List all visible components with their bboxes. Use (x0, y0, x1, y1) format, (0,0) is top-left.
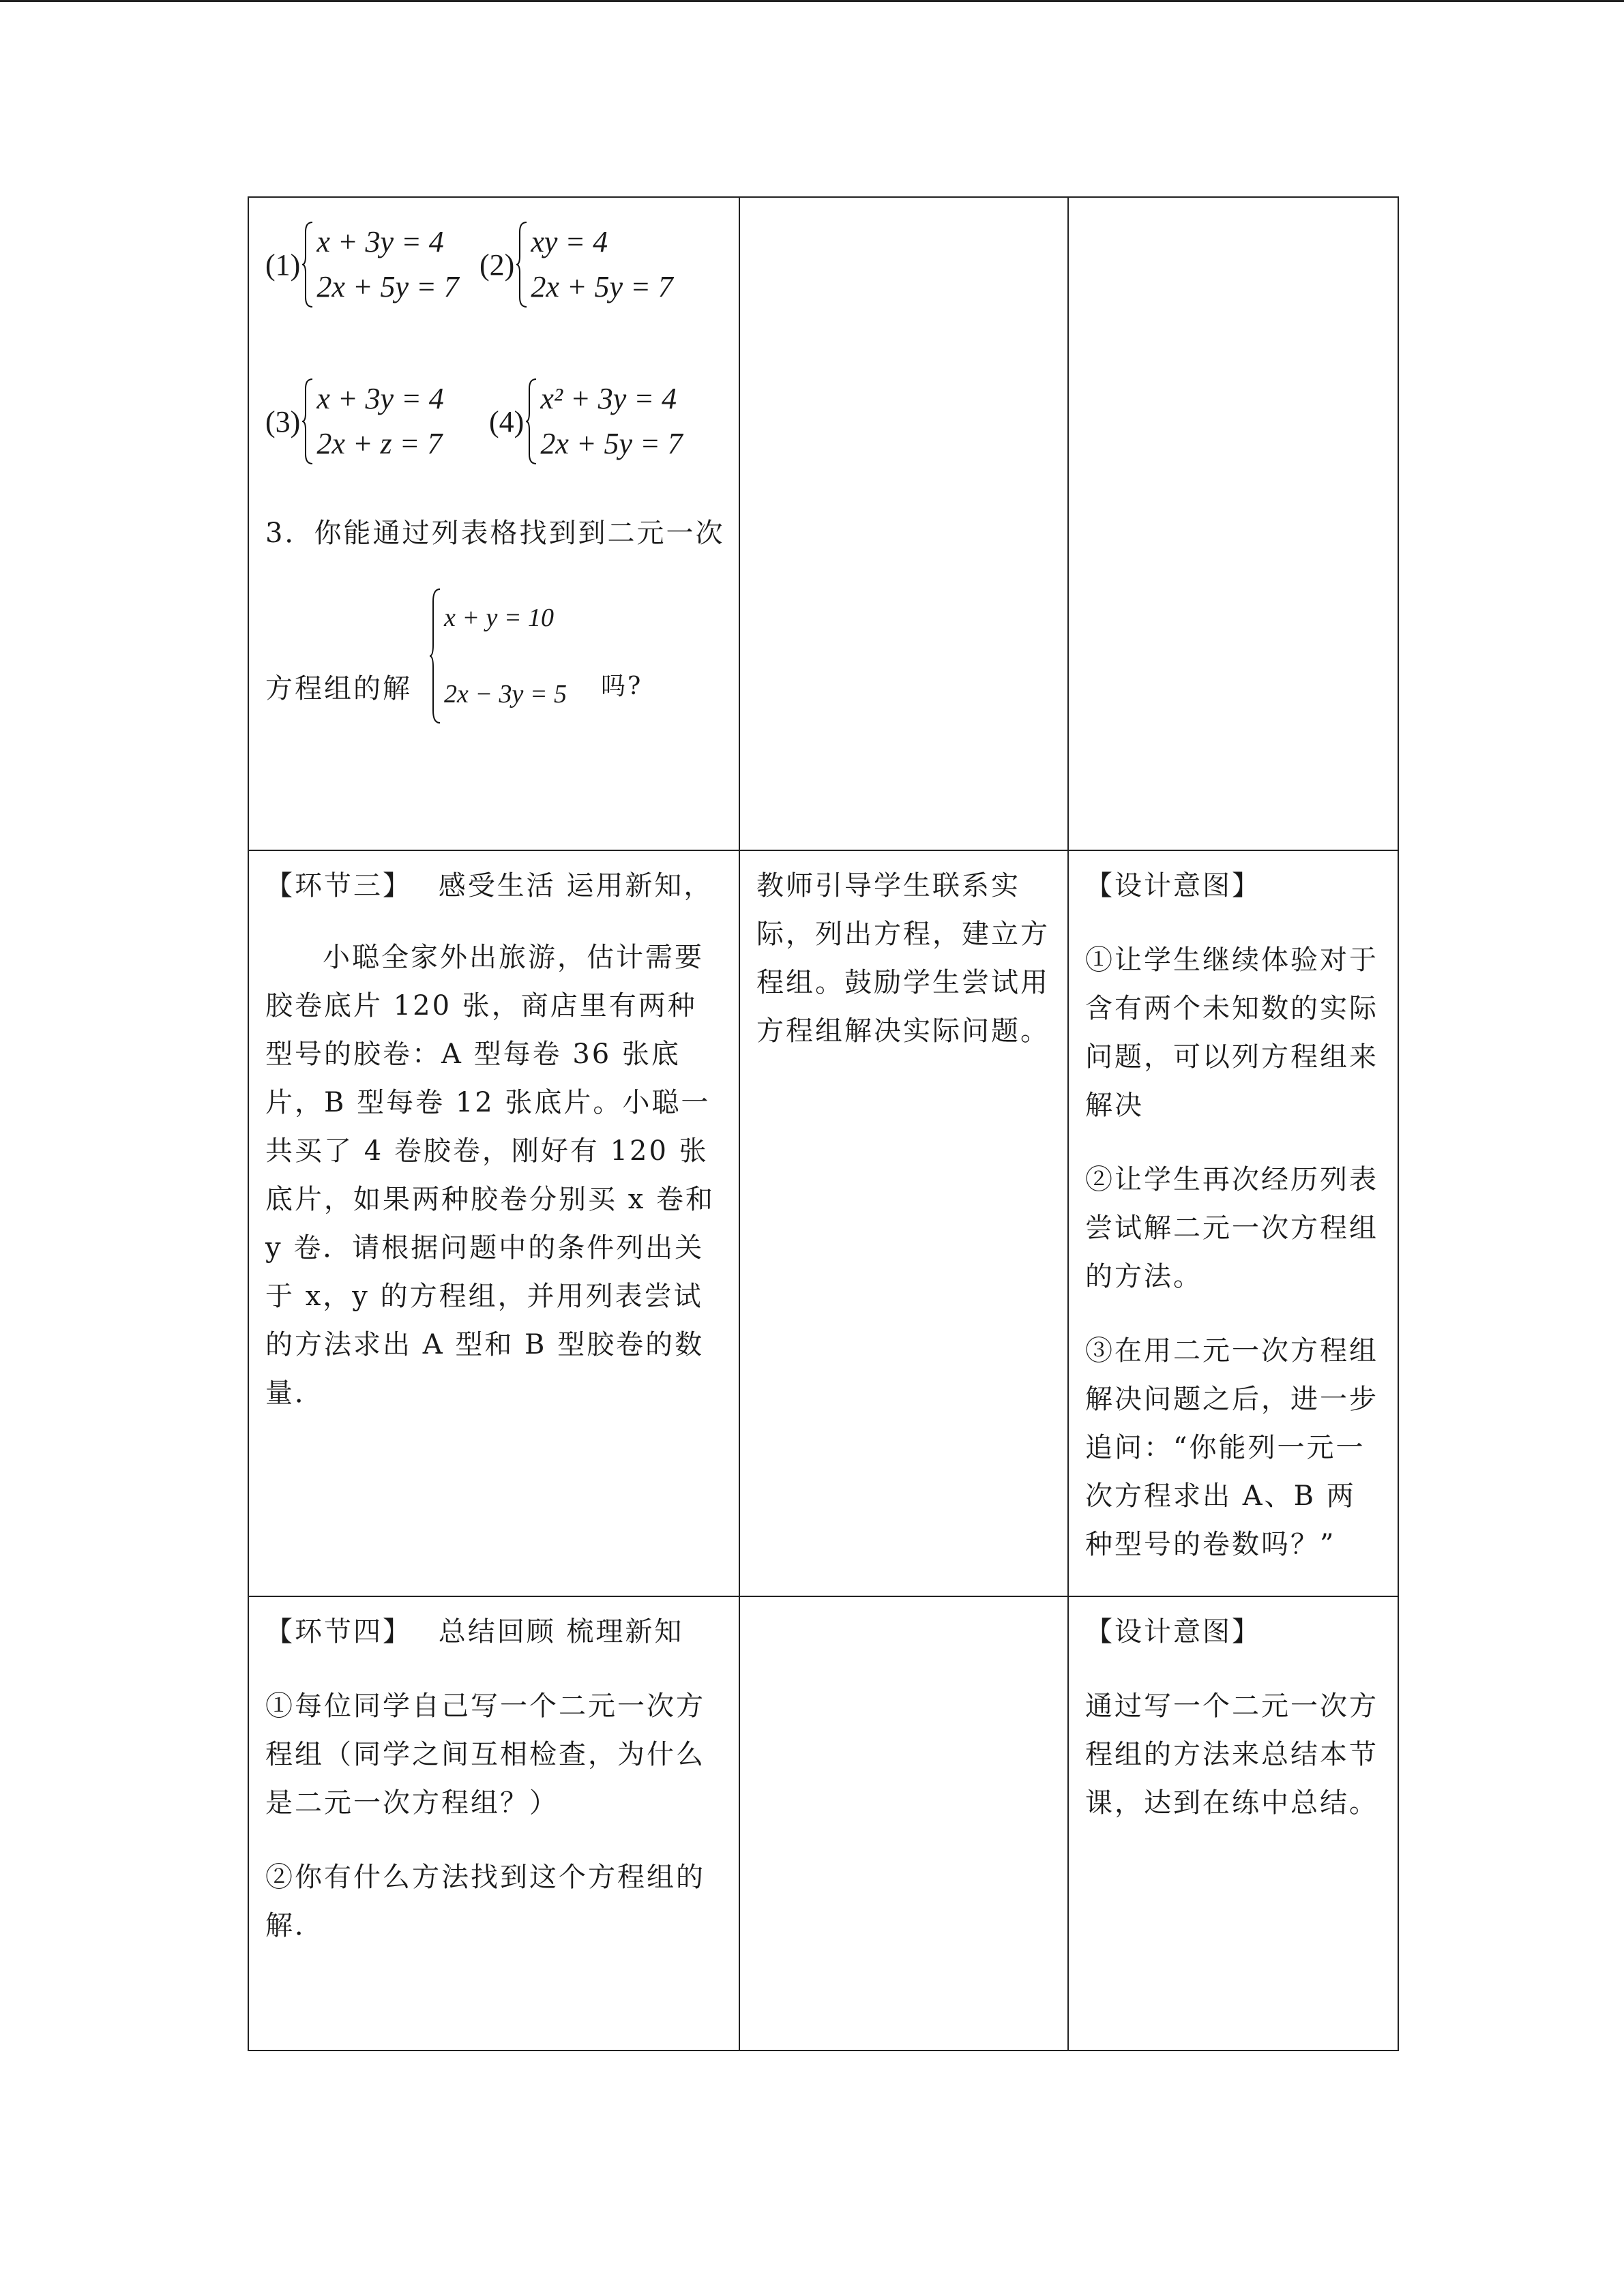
section-3-content-cell (248, 850, 739, 1596)
equation-line: 2x + z = 7 (316, 427, 443, 460)
equation-line: xy = 4 (531, 225, 608, 258)
design-intent-cell-empty (1068, 197, 1398, 850)
table-row (248, 850, 1398, 1596)
equation-line: 2x − 3y = 5 (444, 680, 567, 709)
page-top-border (0, 0, 1624, 2)
section-4-intent-cell (1068, 1596, 1398, 2051)
system-label: (3) (265, 404, 301, 438)
system-label: (4) (489, 404, 525, 438)
left-brace-icon (516, 221, 528, 308)
left-brace-icon (525, 378, 537, 465)
left-brace-icon (429, 588, 441, 724)
equation-line: 2x + 5y = 7 (540, 427, 683, 460)
section-3-intent-3: ③在用二元一次方程组解决问题之后，进一步追问：“你能列一元一次方程求出 A、B 两种型号的卷数吗？” (1085, 1335, 1378, 1560)
section-3-intent-2: ②让学生再次经历列表尝试解二元一次方程组的方法。 (1085, 1164, 1378, 1292)
equation-system-4 (489, 376, 683, 466)
equation-line: x² + 3y = 4 (540, 382, 677, 415)
table-row (248, 1596, 1398, 2051)
section-3-teacher-text: 教师引导学生联系实际，列出方程，建立方程组。鼓励学生尝试用方程组解决实际问题。 (756, 870, 1050, 1047)
equation-line: x + y = 10 (444, 603, 555, 632)
left-brace-icon (301, 378, 314, 465)
section-3-teacher-cell (739, 850, 1068, 1596)
lesson-plan-table (248, 196, 1399, 2051)
section-3-intent-cell (1068, 850, 1398, 1596)
section-4-teacher-cell-empty (739, 1596, 1068, 2051)
section-4-title: 【环节四】 总结回顾 梳理新知 (265, 1616, 684, 1648)
system-label: (2) (479, 248, 515, 282)
left-brace-icon (301, 221, 314, 308)
section-3-intent-1: ①让学生继续体验对于含有两个未知数的实际问题，可以列方程组来解决 (1085, 944, 1378, 1121)
equation-line: x + 3y = 4 (316, 382, 444, 415)
question-3-text: 3．你能通过列表格找到到二元一次 (265, 518, 725, 549)
question-3-suffix: 吗? (601, 672, 643, 700)
section-4-intent-title: 【设计意图】 (1085, 1616, 1261, 1648)
equation-system-1 (265, 220, 459, 310)
equation-line: x + 3y = 4 (316, 225, 444, 258)
table-row (248, 197, 1398, 850)
equation-line: 2x + 5y = 7 (316, 270, 459, 303)
section-4-content-cell (248, 1596, 739, 2051)
question-3-system (428, 580, 567, 732)
question-3-prefix: 方程组的解 (265, 673, 412, 704)
exercise-cell (248, 197, 739, 850)
section-3-title: 【环节三】 感受生活 运用新知， (265, 870, 713, 901)
section-4-intent-text: 通过写一个二元一次方程组的方法来总结本节课，达到在练中总结。 (1085, 1690, 1378, 1819)
teacher-activity-cell-empty (739, 197, 1068, 850)
equation-system-2 (479, 220, 673, 310)
system-label: (1) (265, 248, 301, 282)
equation-system-3 (265, 376, 444, 466)
section-4-item-2: ②你有什么方法找到这个方程组的解． (265, 1862, 705, 1941)
section-3-intent-title: 【设计意图】 (1085, 870, 1261, 901)
section-4-item-1: ①每位同学自己写一个二元一次方程组（同学之间互相检查，为什么是二元一次方程组？） (265, 1690, 705, 1819)
equation-line: 2x + 5y = 7 (531, 270, 673, 303)
section-3-problem: 小聪全家外出旅游，估计需要胶卷底片 120 张，商店里有两种型号的胶卷：A 型每卷 36 张底片，B 型每卷 12 张底片。小聪一共买了 4 卷胶卷，刚好有 120 张底片，如果两种胶卷分别买 x 卷和 y 卷．请根据问题中的条件列出关于 x，y 的方程组，并用列表尝试的方法求出 A 型和 B 型胶卷的数量． (265, 942, 715, 1409)
